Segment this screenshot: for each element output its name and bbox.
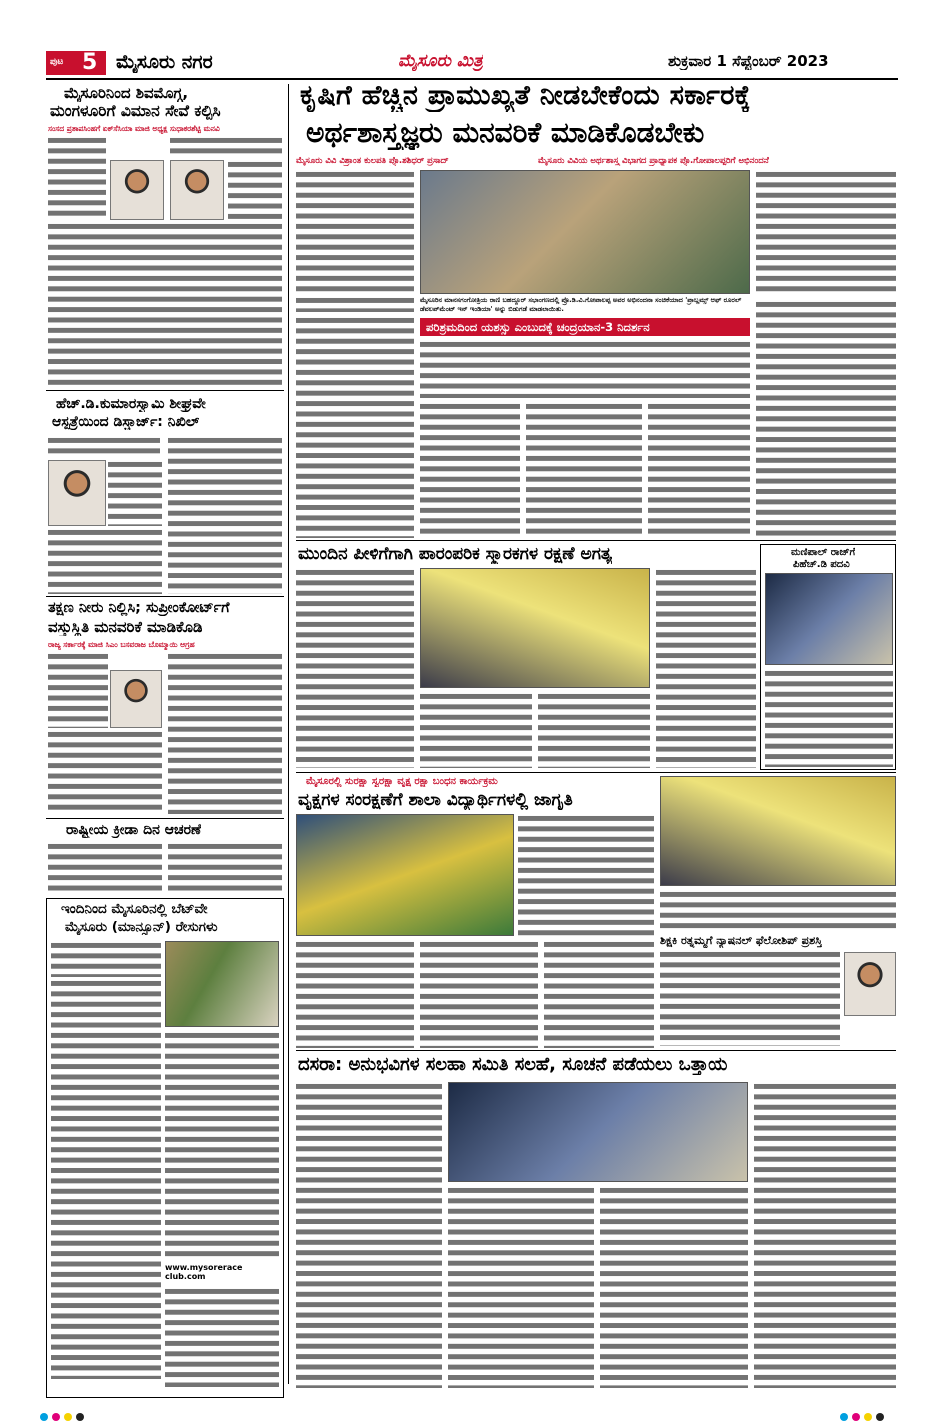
lead-body-col1 — [296, 170, 414, 294]
fellowship-body — [660, 950, 840, 1046]
heritage-body-d — [656, 568, 756, 768]
honor-box — [760, 544, 896, 770]
airline-body-left — [48, 136, 106, 220]
airline-body-right — [170, 136, 282, 158]
heritage-body-a — [296, 568, 414, 768]
lead-body-b — [420, 402, 520, 538]
lead-photo — [420, 170, 750, 294]
race-url[interactable]: www.mysorerace club.com — [165, 1263, 243, 1281]
water-headline-1: ತಕ್ಷಣ ನೀರು ನಿಲ್ಲಿಸಿ; ಸುಪ್ರೀಂಕೋರ್ಟ್‌ಗೆ — [48, 600, 230, 616]
hdk-body-b — [48, 528, 162, 594]
airline-headline-2: ಮಂಗಳೂರಿಗೆ ವಿಮಾನ ಸೇವೆ ಕಲ್ಪಿಸಿ — [50, 102, 221, 120]
hdk-body-a — [108, 460, 162, 526]
paper-name: ಮೈಸೂರು ಮಿತ್ರ — [398, 51, 483, 71]
bommai-photo — [110, 670, 162, 728]
page-number: 5 — [82, 50, 98, 75]
left-column — [46, 84, 284, 1384]
airline-headline-1: ಮೈಸೂರಿನಿಂದ ಶಿವಮೊಗ್ಗ, — [64, 84, 189, 102]
column-rule — [288, 84, 289, 1384]
divider — [46, 596, 284, 597]
page-number-badge — [46, 51, 106, 75]
divider — [296, 540, 896, 541]
race-box — [46, 898, 284, 1398]
chandrayaan-body — [420, 340, 750, 398]
registration-marks-right — [840, 1406, 888, 1424]
water-body-a — [48, 652, 108, 728]
race-body-a — [51, 941, 161, 977]
divider — [296, 772, 896, 773]
divider — [46, 818, 284, 819]
heritage-body-b — [420, 692, 532, 768]
airline-body — [48, 222, 282, 388]
heritage-body-c — [538, 692, 650, 768]
tree-body-b — [296, 940, 414, 1048]
race-horse-photo — [165, 941, 279, 1027]
divider — [46, 390, 284, 391]
hdk-headline-2: ಆಸ್ಪತ್ರೆಯಿಂದ ಡಿಸ್ಚಾರ್ಜ್: ನಿಖಿಲ್ — [52, 414, 200, 430]
tree-body-a — [518, 814, 654, 936]
heritage-headline: ಮುಂದಿನ ಪೀಳಿಗೆಗಾಗಿ ಪಾರಂಪರಿಕ ಸ್ಮಾರಕಗಳ ರಕ್ಷಣೆ ಅಗತ್ಯ — [298, 544, 613, 564]
heritage-photo — [420, 568, 650, 688]
masthead — [46, 47, 896, 77]
race-body-c — [165, 1031, 279, 1261]
lead-body-e — [756, 300, 896, 538]
dasara-photo — [448, 1082, 748, 1182]
rally-photo — [660, 776, 896, 886]
hdk-headline-1: ಹೆಚ್.ಡಿ.ಕುಮಾರಸ್ವಾಮಿ ಶೀಘ್ರವೇ — [56, 396, 206, 412]
honor-photo — [765, 573, 893, 665]
airline-photo-2 — [170, 160, 224, 220]
race-body-b — [51, 979, 161, 1379]
dasara-body-d — [754, 1082, 896, 1388]
airline-body-mid — [228, 160, 282, 220]
chandrayaan-headline: ಪರಿಶ್ರಮದಿಂದ ಯಶಸ್ಸು ಎಂಬುದಕ್ಕೆ ಚಂದ್ರಯಾನ-3 ನಿದರ್ಶನ — [426, 320, 650, 334]
dasara-body-b — [448, 1186, 594, 1388]
lead-headline-1: ಕೃಷಿಗೆ ಹೆಚ್ಚಿನ ಪ್ರಾಮುಖ್ಯತೆ ನೀಡಬೇಕೆಂದು ಸರ್ಕಾರಕ್ಕೆ — [300, 80, 751, 111]
airline-subhead: ಸಂಸದ ಪ್ರತಾಪಸಿಂಹಗೆ ಏಕ್‌ಸೆಸಿಯಾ ಮಾಜಿ ಅಧ್ಯಕ್ಷ ಸುಧಾಕರಶೆಟ್ಟಿ ಮನವಿ — [48, 124, 220, 133]
tree-body-d — [544, 940, 654, 1048]
water-body-b — [48, 730, 162, 814]
tree-photo — [296, 814, 514, 936]
race-headline-1: ಇಂದಿನಿಂದ ಮೈಸೂರಿನಲ್ಲಿ ಬೆಟ್‌ವೇ — [61, 901, 208, 917]
lead-body-a — [296, 316, 414, 538]
sports-body-b — [168, 842, 282, 894]
tree-body-c — [420, 940, 538, 1048]
lead-kicker-left: ಮೈಸೂರು ವಿವಿ ವಿಶ್ರಾಂತ ಕುಲಪತಿ ಪ್ರೊ.ಶಶಿಧರ್ ಪ್ರಸಾದ್ — [296, 156, 449, 166]
rally-caption — [660, 890, 896, 930]
divider — [296, 1050, 896, 1051]
section-title: ಮೈಸೂರು ನಗರ — [116, 51, 213, 73]
dasara-headline: ದಸರಾ: ಅನುಭವಿಗಳ ಸಲಹಾ ಸಮಿತಿ ಸಲಹೆ, ಸೂಚನೆ ಪಡೆಯಲು ಒತ್ತಾಯ — [298, 1054, 728, 1075]
lead-headline-2-band — [296, 116, 896, 152]
lead-body-c — [526, 402, 642, 538]
lead-kicker-right: ಮೈಸೂರು ವಿವಿಯ ಅರ್ಥಶಾಸ್ತ್ರ ವಿಭಾಗದ ಪ್ರಾಧ್ಯಾಪಕ ಪ್ರೊ.ಗೋಪಾಲಪ್ಪರಿಗೆ ಅಭಿನಂದನೆ — [538, 156, 769, 166]
dasara-body-a — [296, 1082, 442, 1388]
registration-marks-left — [40, 1406, 88, 1424]
sports-body-a — [48, 842, 162, 894]
lead-photo-caption: ಮೈಸೂರಿನ ಮಾನಸಗಂಗೋತ್ರಿಯ ರಾಣಿ ಬಹದ್ದೂರ್ ಸಭಾಂಗಣದಲ್ಲಿ ಪ್ರೊ.ಡಿ.ವಿ.ಗೋಪಾಲಪ್ಪ ಅವರ ಅಭಿನಂದನಾ ಸಂಚಿಕೆಯಾದ 'ಪ್ರಾಬ್ಲಮ್ಸ್ ಆಫ್ ರೂರಲ್ ಡೆವಲಪ್‌ಮೆಂಟ್ ಇನ್ ಇಂಡಿಯಾ' ಅನ್ನು ಬಿಡುಗಡೆ ಮಾಡಲಾಯಿತು. — [420, 296, 742, 313]
issue-date: ಶುಕ್ರವಾರ 1 ಸೆಪ್ಟೆಂಬರ್ 2023 — [668, 52, 829, 70]
hdk-body-c — [168, 436, 282, 594]
lead-headline-2: ಅರ್ಥಶಾಸ್ತ್ರಜ್ಞರು ಮನವರಿಕೆ ಮಾಡಿಕೊಡಬೇಕು — [306, 116, 705, 149]
hdk-photo — [48, 460, 106, 526]
tree-kicker: ಮೈಸೂರಲ್ಲಿ ಸುರಕ್ಷಾ ಸ್ವರಕ್ಷಾ ವೃಕ್ಷ ರಕ್ಷಾ ಬಂಧನ ಕಾರ್ಯಕ್ರಮ — [306, 776, 498, 787]
page-label: ಪುಟ — [50, 57, 64, 67]
tree-headline: ವೃಕ್ಷಗಳ ಸಂರಕ್ಷಣೆಗೆ ಶಾಲಾ ವಿದ್ಯಾರ್ಥಿಗಳಲ್ಲಿ ಜಾಗೃತಿ — [298, 790, 573, 810]
dasara-body-c — [600, 1186, 748, 1388]
race-body-d — [165, 1287, 279, 1387]
honor-headline-1: ಮಣಿಪಾಲ್ ರಾಜ್‌ಗೆ — [791, 547, 856, 558]
lead-body-d — [648, 402, 750, 538]
lead-body-col4 — [756, 170, 896, 294]
lead-body-col1b — [296, 296, 414, 312]
water-headline-2: ವಸ್ತುಸ್ಥಿತಿ ಮನವರಿಕೆ ಮಾಡಿಕೊಡಿ — [48, 618, 203, 636]
hdk-body-left — [48, 436, 160, 458]
honor-headline-2: ಪಿಹೆಚ್.ಡಿ ಪದವಿ — [793, 559, 850, 570]
water-subhead: ರಾಜ್ಯ ಸರ್ಕಾರಕ್ಕೆ ಮಾಜಿ ಸಿಎಂ ಬಸವರಾಜ ಬೊಮ್ಮಾಯಿ ಆಗ್ರಹ — [48, 640, 195, 649]
race-headline-2: ಮೈಸೂರು (ಮಾನ್ಸೂನ್) ರೇಸುಗಳು — [65, 919, 218, 935]
airline-photo-1 — [110, 160, 164, 220]
fellowship-headline: ಶಿಕ್ಷಕಿ ರತ್ನಮ್ಮಗೆ ನ್ಯಾಷನಲ್ ಫೆಲೋಶಿಪ್ ಪ್ರಶಸ್ತಿ — [660, 934, 822, 947]
fellowship-photo — [844, 952, 896, 1016]
honor-body — [765, 669, 893, 767]
water-body-c — [168, 652, 282, 814]
chandrayaan-band — [420, 318, 750, 336]
sports-headline: ರಾಷ್ಟ್ರೀಯ ಕ್ರೀಡಾ ದಿನ ಆಚರಣೆ — [66, 822, 202, 838]
